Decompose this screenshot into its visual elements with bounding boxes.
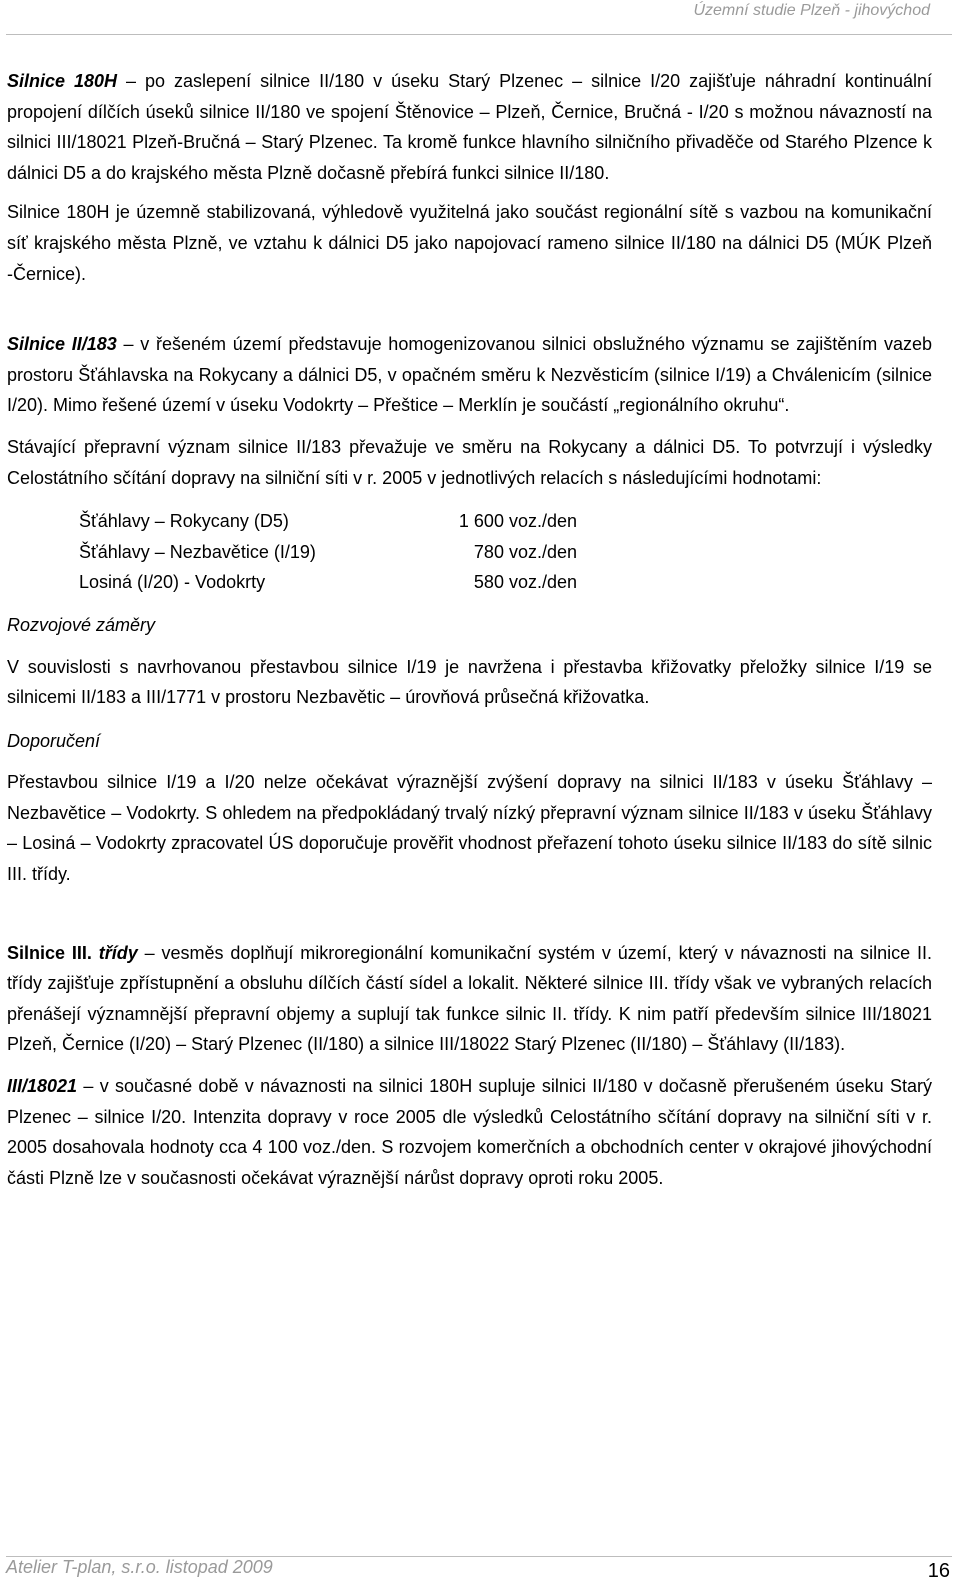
traffic-relation: Šťáhlavy – Nezbavětice (I/19) <box>79 541 316 562</box>
header-rule <box>6 34 952 35</box>
term-silnice-ii-183: Silnice II/183 <box>7 334 117 355</box>
paragraph-traffic-intro: Stávající přepravní význam silnice II/183 převažuje ve směru na Rokycany a dálnici D5. To potvrzují i výsledky Celostátního sčítání dopravy na silniční síti v r. 2005 v jednotlivých relacích s následujícími hodnotami: <box>7 436 932 488</box>
traffic-row <box>79 506 932 537</box>
page-footer: Atelier T-plan, s.r.o. listopad 2009 <box>6 1557 273 1577</box>
traffic-row <box>79 537 932 568</box>
term-tridy: třídy <box>98 942 138 963</box>
paragraph-text: – vesměs doplňují mikroregionální komunikační systém v území, který v návaznosti na silnice II. třídy zajišťuje zpřístupnění a obsluhu dílčích částí sídel a lokalit. Některé silnice III. třídy však ve vybraných relacích přenášejí významnější přepravní objemy a suplují tak funkce silnic II. třídy. K nim patří především silnice III/18021 Plzeň, Černice (I/20) – Starý Plzenec (II/180) a silnice III/18022 Starý Plzenec (II/180) – Šťáhlavy (II/183). <box>7 942 932 1055</box>
paragraph-stabilization: Silnice 180H je územně stabilizovaná, výhledově využitelná jako součást regionální sítě s vazbou na komunikační síť krajského města Plzně, ve vztahu k dálnici D5 jako napojovací rameno silnice II/180 na dálnici D5 (MÚK Plzeň -Černice). <box>7 202 932 284</box>
paragraph-silnice-180h <box>7 66 932 188</box>
traffic-relation: Losiná (I/20) - Vodokrty <box>79 572 266 593</box>
paragraph-recommendation: Přestavbou silnice I/19 a I/20 nelze očekávat výraznější zvýšení dopravy na silnici II/183 v úseku Šťáhlavy – Nezbavětice – Vodokrty. S ohledem na předpokládaný trvalý nízký přepravní význam silnice II/183 v úseku Šťáhlavy – Losiná – Vodokrty zpracovatel ÚS doporučuje prověřit vhodnost přeřazení tohoto úseku silnice II/183 do sítě silnic III. třídy. <box>7 772 932 885</box>
paragraph-development: V souvislosti s navrhovanou přestavbou silnice I/19 je navržena i přestavba křižovatky přeložky silnice I/19 se silnicemi II/183 a III/1771 v prostoru Nezbavětic – úrovňová průsečná křižovatka. <box>7 656 932 708</box>
heading-doporuceni: Doporučení <box>7 730 101 751</box>
term-silnice-180h: Silnice 180H <box>7 71 118 91</box>
page-number: 16 <box>927 1560 950 1582</box>
heading-rozvojove-zamery: Rozvojové záměry <box>7 614 156 635</box>
traffic-value: 780 voz./den <box>473 541 577 562</box>
traffic-value: 580 voz./den <box>473 572 577 593</box>
term-iii-18021: III/18021 <box>7 1076 78 1097</box>
paragraph-iii-18021 <box>7 1071 932 1193</box>
paragraph-silnice-ii-183 <box>7 329 932 421</box>
document-body <box>7 66 932 1193</box>
traffic-relation: Šťáhlavy – Rokycany (D5) <box>79 511 289 532</box>
paragraph-silnice-iii <box>7 938 932 1060</box>
traffic-row <box>79 567 932 598</box>
term-silnice-iii: Silnice III. <box>7 942 92 963</box>
paragraph-text: – v současné době v návaznosti na silnici 180H supluje silnici II/180 v dočasně přerušeném úseku Starý Plzenec – silnice I/20. Intenzita dopravy v roce 2005 dle výsledků Celostátního sčítání dopravy na silniční síti v r. 2005 dosahovala hodnoty cca 4 100 voz./den. S rozvojem komerčních a obchodních center v okrajové jihovýchodní části Plzně lze v současnosti očekávat výraznější nárůst dopravy oproti roku 2005. <box>7 1076 932 1188</box>
traffic-value: 1 600 voz./den <box>458 511 577 532</box>
traffic-table <box>79 506 932 598</box>
paragraph-text: – v řešeném území představuje homogenizovanou silnici obslužného významu se zajištěním vazeb prostoru Šťáhlavska na Rokycany a dálnici D5, v opačném směru k Nezvěsticím (silnice I/19) a Chválenicím (silnice I/20). Mimo řešené území v úseku Vodokrty – Přeštice – Merklín je součástí „regionálního okruhu“. <box>7 334 932 416</box>
paragraph-text: – po zaslepení silnice II/180 v úseku Starý Plzenec – silnice I/20 zajišťuje náhradní kontinuální propojení dílčích úseků silnice II/180 ve spojení Štěnovice – Plzeň, Černice, Bručná - I/20 s možnou návazností na silnici III/18021 Plzeň-Bručná – Starý Plzenec. Ta kromě funkce hlavního silničního přivaděče od Starého Plzence k dálnici D5 a do krajského města Plzně dočasně přebírá funkci silnice II/180. <box>7 71 932 183</box>
page-header: Územní studie Plzeň - jihovýchod <box>693 2 930 19</box>
